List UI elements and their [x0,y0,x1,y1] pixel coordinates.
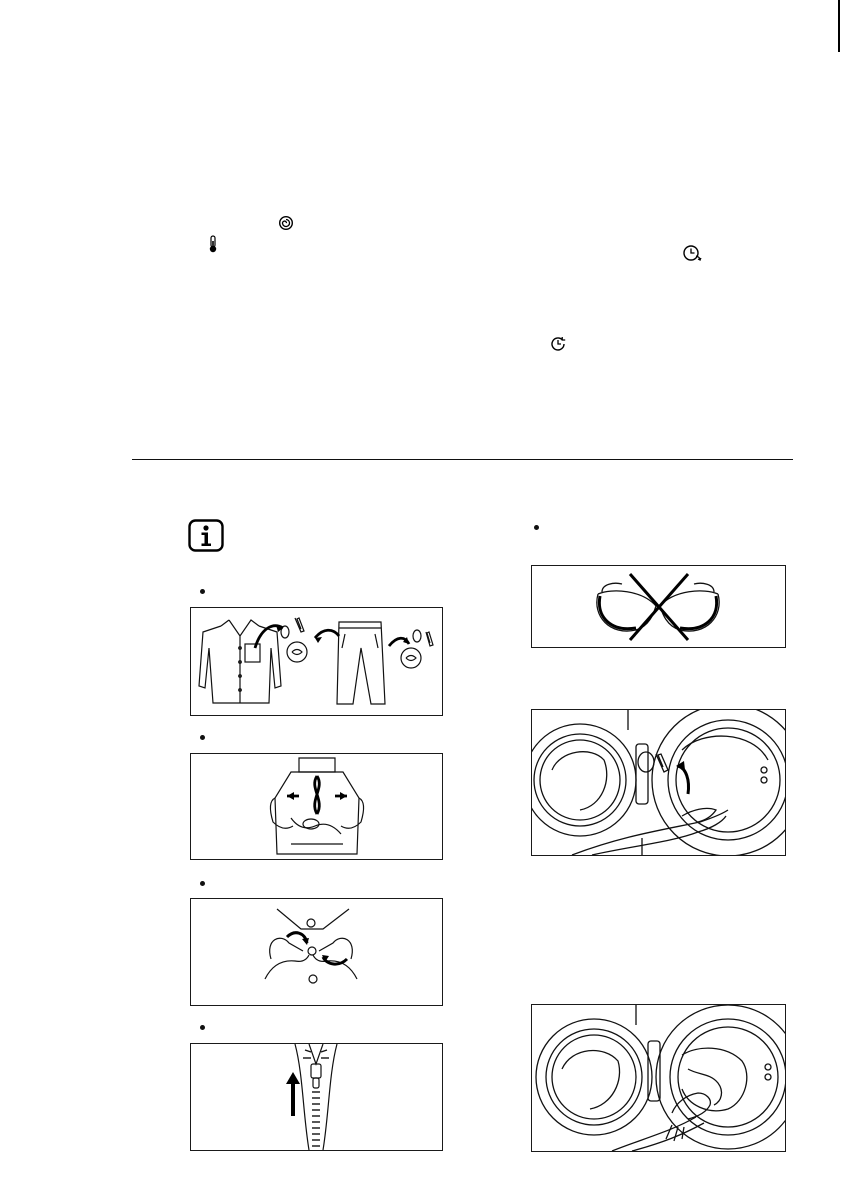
spin-speed-icon [278,215,294,231]
check-door-seal-illustration [531,709,786,856]
close-zips-illustration [190,1043,443,1151]
bullet-close-buttons [200,881,205,886]
bullet-close-zips [200,1025,205,1030]
bullet-empty-pockets [200,589,205,594]
no-underwire-bras-illustration [531,565,786,648]
page-edge-mark [838,0,840,52]
empty-pockets-illustration [190,607,443,716]
tie-straps-illustration [190,753,443,860]
load-laundry-illustration [531,1004,786,1152]
thermometer-icon [207,235,219,253]
bullet-no-underwire [534,525,539,530]
time-save-icon [682,244,704,264]
delay-start-icon [549,335,567,353]
section-divider [132,459,793,460]
bullet-tie-straps [200,735,205,740]
close-buttons-illustration [190,898,443,1006]
information-icon [188,519,224,552]
